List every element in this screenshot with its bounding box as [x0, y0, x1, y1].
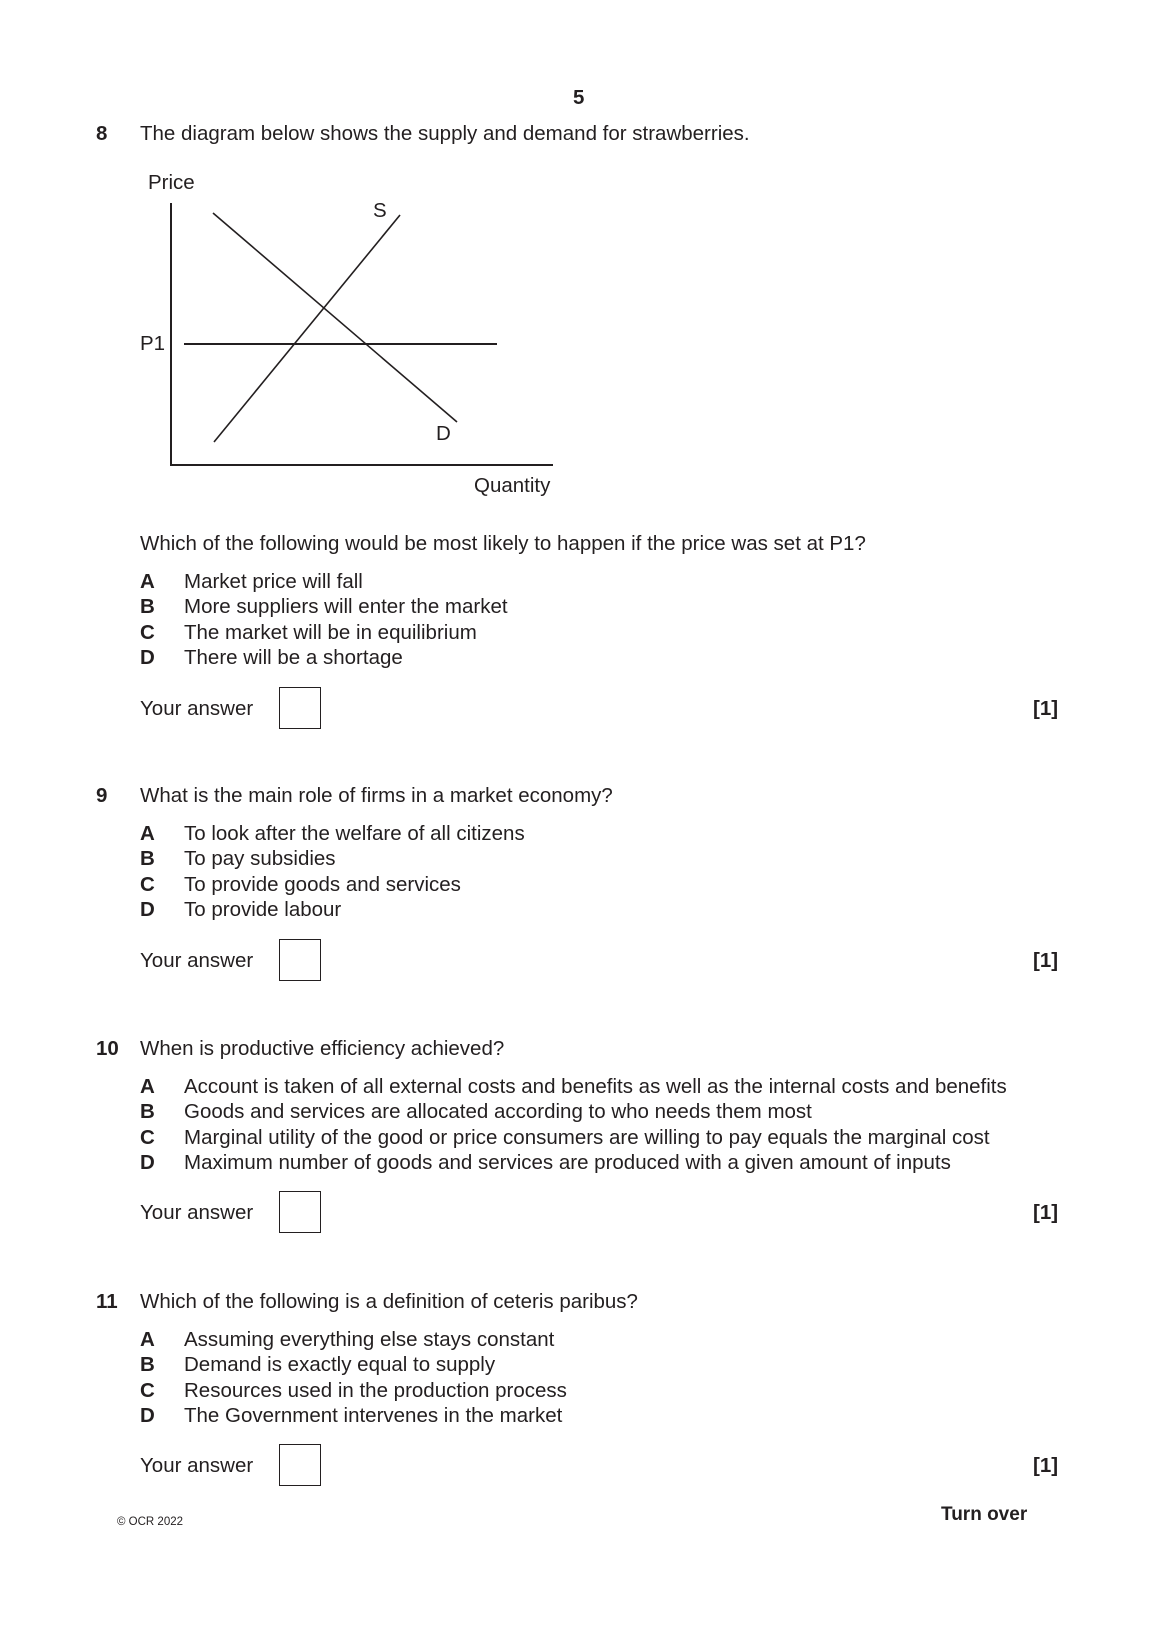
option-text: There will be a shortage: [184, 645, 403, 669]
answer-label: Your answer: [140, 697, 254, 720]
option-letter: C: [140, 1125, 155, 1149]
option-letter: A: [140, 570, 155, 593]
option-letter: A: [140, 1328, 155, 1351]
option-letter: D: [140, 897, 155, 921]
answer-box[interactable]: [279, 1444, 321, 1486]
option-letter: B: [140, 1353, 155, 1377]
answer-label: Your answer: [140, 1454, 254, 1477]
marks: [1]: [1033, 1454, 1059, 1477]
option-text: Assuming everything else stays constant: [184, 1328, 555, 1351]
question-number: 9: [96, 784, 108, 807]
option-text: To provide labour: [184, 897, 342, 921]
option-text: Marginal utility of the good or price consumers are willing to pay equals the marginal cost: [184, 1125, 990, 1149]
marks: [1]: [1033, 1201, 1059, 1224]
question-number: 11: [96, 1290, 118, 1313]
option-letter: B: [140, 1100, 155, 1124]
y-axis-label: Price: [148, 171, 195, 194]
page-number: 5: [573, 86, 585, 109]
option-letter: D: [140, 1403, 155, 1427]
turn-over: Turn over: [941, 1504, 1028, 1525]
option-letter: D: [140, 1150, 155, 1174]
option-text: The market will be in equilibrium: [184, 620, 477, 644]
supply-label: S: [373, 199, 387, 222]
option-text: Maximum number of goods and services are produced with a given amount of inputs: [184, 1150, 951, 1174]
option-letter: A: [140, 822, 155, 845]
marks: [1]: [1033, 949, 1059, 972]
option-letter: A: [140, 1075, 155, 1098]
question-number: 10: [96, 1037, 119, 1060]
answer-box[interactable]: [279, 939, 321, 981]
option-text: Resources used in the production process: [184, 1378, 567, 1402]
demand-label: D: [436, 422, 451, 445]
answer-label: Your answer: [140, 949, 254, 972]
option-letter: B: [140, 847, 155, 871]
option-text: To provide goods and services: [184, 872, 461, 896]
question-text: Which of the following is a definition of ceteris paribus?: [140, 1290, 638, 1313]
answer-box[interactable]: [279, 1191, 321, 1233]
option-text: Demand is exactly equal to supply: [184, 1353, 496, 1377]
option-text: The Government intervenes in the market: [184, 1403, 563, 1427]
option-letter: C: [140, 872, 155, 896]
option-text: To look after the welfare of all citizens: [184, 822, 525, 845]
demand-curve: [213, 213, 457, 422]
question-text: What is the main role of firms in a market economy?: [140, 784, 613, 807]
option-text: To pay subsidies: [184, 847, 336, 871]
x-axis-label: Quantity: [474, 474, 551, 497]
question-text: When is productive efficiency achieved?: [140, 1037, 505, 1060]
question-text: The diagram below shows the supply and demand for strawberries.: [140, 122, 750, 145]
question-prompt: Which of the following would be most likely to happen if the price was set at P1?: [140, 532, 866, 555]
answer-box[interactable]: [279, 687, 321, 729]
copyright: © OCR 2022: [117, 1516, 184, 1528]
marks: [1]: [1033, 697, 1059, 720]
option-text: Market price will fall: [184, 570, 363, 593]
option-letter: B: [140, 595, 155, 619]
option-letter: C: [140, 620, 155, 644]
diagram-lines: [0, 0, 1158, 520]
option-text: More suppliers will enter the market: [184, 595, 508, 619]
option-text: Account is taken of all external costs and benefits as well as the internal costs and benefits: [184, 1075, 1007, 1098]
answer-label: Your answer: [140, 1201, 254, 1224]
option-text: Goods and services are allocated according to who needs them most: [184, 1100, 812, 1124]
question-number: 8: [96, 122, 108, 145]
supply-curve: [214, 215, 400, 442]
p1-label: P1: [140, 332, 166, 355]
option-letter: C: [140, 1378, 155, 1402]
option-letter: D: [140, 645, 155, 669]
